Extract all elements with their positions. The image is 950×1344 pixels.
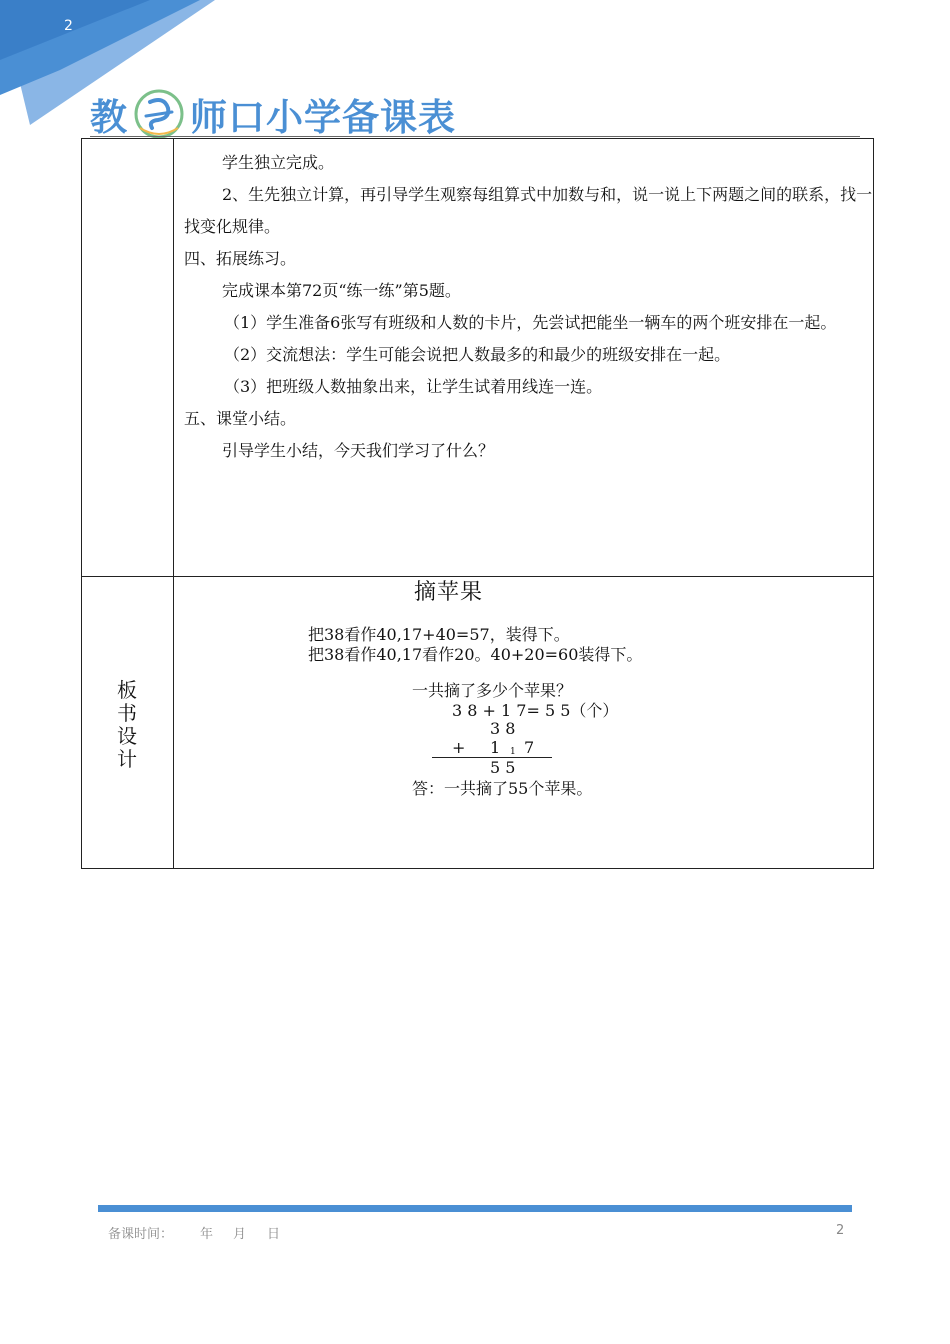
lesson-line: （2）交流想法：学生可能会说把人数最多的和最少的班级安排在一起。 [224,345,731,364]
lesson-content [184,147,874,467]
lesson-line: 完成课本第72页“练一练”第5题。 [222,281,461,300]
lesson-table [81,138,874,869]
footer-year: 年 [200,1227,214,1242]
board-answer: 答：一共摘了55个苹果。 [412,779,593,798]
vertical-result: 5 5 [490,758,516,777]
lesson-line: （1）学生准备6张写有班级和人数的卡片，先尝试把能坐一辆车的两个班安排在一起。 [224,313,837,332]
footer-month: 月 [233,1227,247,1242]
board-equation: 3 8 + 1 7= 5 5（个） [452,701,619,720]
lesson-line: （3）把班级人数抽象出来，让学生试着用线连一连。 [224,377,603,396]
vertical-plus-sign: + [452,738,466,757]
board-line-2: 把38看作40,17看作20。40+20=60装得下。 [308,645,643,664]
title-prefix: 教 [90,96,128,139]
vertical-addend-2-units: 7 [524,738,535,757]
footer-date-label: 备课时间： [108,1227,174,1242]
lesson-line: 2、生先独立计算，再引导学生观察每组算式中加数与和，说一说上下两题之间的联系，找一找变化规律。 [184,185,873,236]
footer-page-number: 2 [836,1223,845,1238]
footer-day: 日 [267,1227,281,1242]
page-title [90,88,456,140]
vertical-addend-1: 3 8 [490,719,516,738]
column-divider [173,139,174,868]
footer-bar [98,1205,852,1212]
school-logo-icon [130,88,188,140]
board-design-label: 板 书 设 计 [117,678,137,771]
lesson-heading: 四、拓展练习。 [184,249,297,268]
header-rule [90,136,860,137]
lesson-heading: 五、课堂小结。 [184,409,297,428]
lesson-line: 学生独立完成。 [222,153,335,172]
title-suffix: 师口小学备课表 [190,96,456,139]
lesson-line: 引导学生小结，今天我们学习了什么？ [222,441,495,460]
board-line-1: 把38看作40,17+40=57，装得下。 [308,625,570,644]
board-title: 摘苹果 [414,580,484,605]
page-number-top: 2 [64,18,73,34]
board-question: 一共摘了多少个苹果？ [412,681,573,700]
vertical-carry: 1 [510,747,516,757]
vertical-addend-2-tens: 1 [490,738,501,757]
